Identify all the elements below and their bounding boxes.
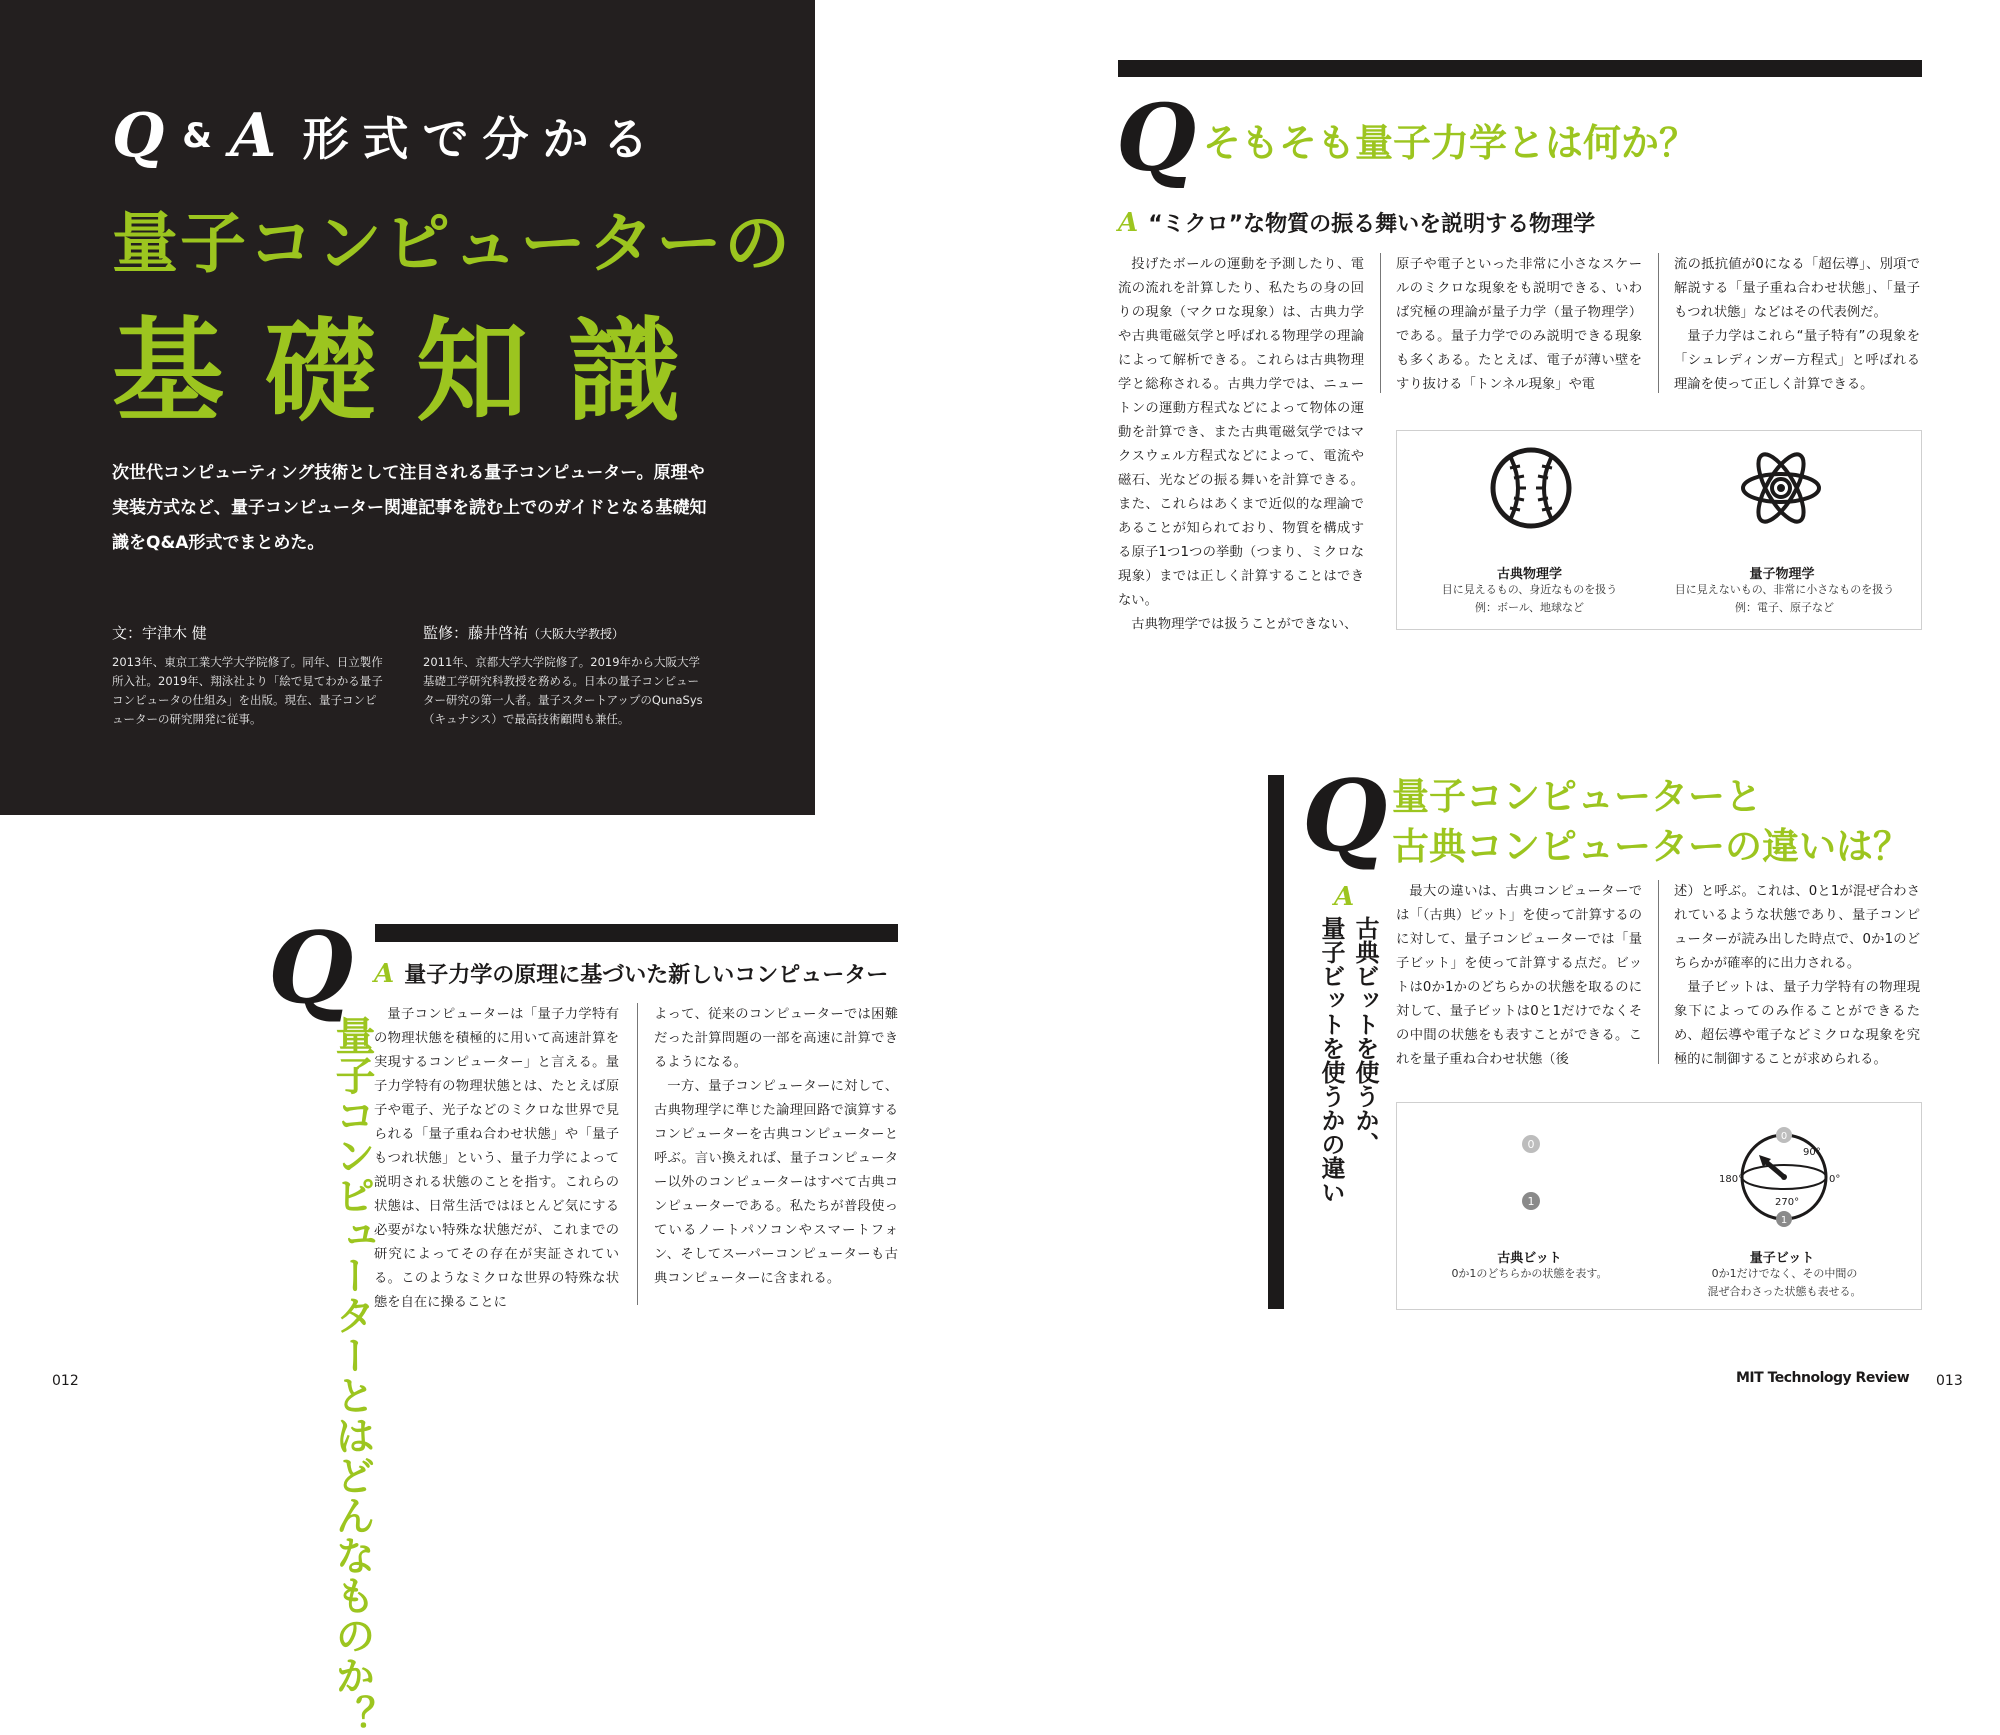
q3-col2-p2: 量子ビットは、量子力学特有の物理現象下によってのみ作ることができるため、超伝導や電子などミクロな現象を究極的に制御することが求められる。 <box>1674 980 1920 1067</box>
q1-answer-heading-wrap <box>374 958 888 989</box>
q3-side-bar <box>1268 775 1284 1309</box>
q2-top-bar <box>1118 60 1922 77</box>
supervisor-bio: 2011年、京都大学大学院修了。2019年から大阪大学基礎工学研究科教授を務める。日本の量子コンピューター研究の第一人者。量子スタートアップのQunaSys（キュナシス）で最高技術顧問も兼任。 <box>423 655 703 726</box>
q3-column-separator <box>1658 880 1659 1064</box>
q1-column-1 <box>374 1003 619 1315</box>
quantum-physics-desc1: 目に見えないもの、非常に小さなものを扱う <box>1674 583 1895 596</box>
hero-title-line2: 基礎知識 <box>112 307 720 437</box>
author-credit <box>112 622 387 729</box>
page-number-left: 012 <box>52 1373 79 1389</box>
q2-col1-p1: 投げたボールの運動を予測したり、電流の流れを計算したり、私たちの身の回りの現象（マクロな現象）は、古典力学や古典電磁気学と呼ばれる物理学の理論によって解析できる。これらは古典物理学と総称される。古典力学では、ニュートンの運動方程式などによって物体の運動を計算でき、また古典電磁気学ではマクスウェル方程式などによって、電流や磁石、光などの振る舞いを計算できる。また、これらはあくまで近似的な理論であることが知られており、物質を構成する原子1つ1つの挙動（つまり、ミクロな現象）までは正しく計算することはできない。 <box>1118 257 1364 608</box>
q3-figure-box <box>1396 1102 1922 1310</box>
quantum-physics-label: 量子物理学 <box>1749 567 1815 582</box>
brand-logo: MIT Technology Review <box>1736 1370 1910 1386</box>
quantum-physics-desc2: 例：電子、原子など <box>1735 601 1834 614</box>
q1-column-separator <box>637 1003 638 1305</box>
classical-physics-desc2: 例：ボール、地球など <box>1475 601 1584 614</box>
classical-bit-desc: 0か1のどちらかの状態を表す。 <box>1451 1267 1608 1280</box>
qubit-1-text: 1 <box>1780 1215 1788 1226</box>
classical-bit-figure <box>1509 1131 1553 1211</box>
hero-qa-line <box>112 101 663 171</box>
hero-q-mark: Q <box>112 101 165 171</box>
q3-column-2 <box>1674 880 1920 1072</box>
q2-answer-heading-wrap <box>1118 207 1595 238</box>
hero-a-mark: A <box>229 101 277 171</box>
author-label: 文：宇津木 健 <box>112 624 207 642</box>
baseball-icon <box>1489 446 1573 530</box>
author-bio: 2013年、東京工業大学大学院修了。同年、日立製作所入社。2019年、翔泳社より「絵で見てわかる量子コンピュータの仕組み」を出版。現在、量子コンピューターの研究開発に従事。 <box>112 655 383 726</box>
bit-1-text: 1 <box>1527 1195 1535 1208</box>
supervisor-credit <box>423 622 705 729</box>
angle-90-label: 90° <box>1803 1147 1821 1158</box>
q3-col2-p1: 述）と呼ぶ。これは、0と1が混ぜ合わされているような状態であり、量子コンピューターが読み出した時点で、0か1のどちらかが確率的に出力される。 <box>1674 884 1920 971</box>
q3-answer-heading-line1: 古典ビットを使うか、 <box>1351 916 1379 1156</box>
q1-top-bar <box>375 924 898 942</box>
q1-q-mark: Q <box>268 911 354 1026</box>
bloch-sphere-figure <box>1705 1119 1855 1239</box>
q1-answer-heading: 量子力学の原理に基づいた新しいコンピューター <box>404 963 889 988</box>
qubit-desc2: 混ぜ合わさった状態も表せる。 <box>1707 1285 1862 1298</box>
supervisor-label: 監修：藤井啓祐 <box>423 624 529 642</box>
q3-question-line2: 古典コンピューターの違いは？ <box>1392 825 1910 868</box>
q2-q-mark: Q <box>1116 84 1197 192</box>
q2-col2-text: 原子や電子といった非常に小さなスケールのミクロな現象をも説明できる、いわば究極の理論が量子力学（量子物理学）である。量子力学でのみ説明できる現象も多くある。たとえば、電子が薄い壁をすり抜ける「トンネル現象」や電 <box>1396 257 1642 392</box>
q2-col3-p2: 量子力学はこれら“量子特有”の現象を「シュレディンガー方程式」と呼ばれる理論を使って正しく計算できる。 <box>1674 329 1920 392</box>
classical-physics-label: 古典物理学 <box>1496 567 1562 582</box>
q2-column-separator-2 <box>1658 253 1659 393</box>
q3-answer-heading <box>1314 916 1382 1204</box>
q1-a-mark: A <box>374 959 395 989</box>
hero-title-line1: 量子コンピューターの <box>112 205 792 282</box>
q1-question: 量子コンピューターとはどんなものか？ <box>329 1015 375 1735</box>
q3-q-mark: Q <box>1302 759 1388 874</box>
hero-heading-small: 形式で分かる <box>302 112 663 166</box>
qubit-label: 量子ビット <box>1749 1251 1815 1266</box>
q2-col3-p1: 流の抵抗値が0になる「超伝導」、別項で解説する「量子重ね合わせ状態」、「量子もつれ状態」などはその代表例だ。 <box>1674 257 1920 320</box>
classical-bit-label: 古典ビット <box>1497 1251 1562 1266</box>
qubit-0-text: 0 <box>1780 1131 1788 1142</box>
q2-column-separator-1 <box>1380 253 1381 393</box>
q3-column-1 <box>1396 880 1642 1072</box>
q3-a-mark: A <box>1334 882 1355 912</box>
angle-270-label: 270° <box>1775 1197 1800 1208</box>
q2-a-mark: A <box>1118 208 1139 238</box>
q2-col1-p2: 古典物理学では扱うことができない、 <box>1131 617 1358 632</box>
q2-figure-box <box>1396 430 1922 630</box>
q3-question-line1: 量子コンピューターと <box>1392 775 1762 818</box>
hero-amp: & <box>182 116 212 156</box>
hero-lead: 次世代コンピューティング技術として注目される量子コンピューター。原理や実装方式など、量子コンピューター関連記事を読む上でのガイドとなる基礎知識をQ&A形式でまとめた。 <box>112 463 707 553</box>
q2-answer-heading: “ミクロ”な物質の振る舞いを説明する物理学 <box>1148 212 1596 237</box>
angle-180-label: 180° <box>1719 1174 1744 1185</box>
q1-col2-p1: よって、従来のコンピューターでは困難だった計算問題の一部を高速に計算できるようになる。 <box>654 1007 898 1070</box>
page-number-right: 013 <box>1936 1373 1963 1389</box>
bit-0-text: 0 <box>1527 1138 1535 1151</box>
angle-0-label: 0° <box>1829 1174 1841 1185</box>
q2-column-3 <box>1674 253 1920 397</box>
q2-question: そもそも量子力学とは何か？ <box>1203 121 1698 165</box>
classical-physics-desc1: 目に見えるもの、身近なものを扱う <box>1441 583 1618 596</box>
q3-question <box>1392 772 1910 872</box>
q1-col1-text: 量子コンピューターは「量子力学特有の物理状態を積極的に用いて高速計算を実現するコンピューター」と言える。量子力学特有の物理状態とは、たとえば原子や電子、光子などのミクロな世界で見られる「量子重ね合わせ状態」や「量子もつれ状態」という、量子力学によって説明される状態のことを指す。これらの状態は、日常生活ではほとんど気にする必要がない特殊な状態だが、これまでの研究によってその存在が実証されている。このようなミクロな世界の特殊な状態を自在に操ることに <box>374 1007 619 1310</box>
q2-column-2 <box>1396 253 1642 397</box>
supervisor-affiliation: （大阪大学教授） <box>528 627 625 641</box>
q3-col1-text: 最大の違いは、古典コンピューターでは「（古典）ビット」を使って計算するのに対して、量子コンピューターでは「量子ビット」を使って計算する点だ。ビットは0か1かのどちらかの状態を取るのに対して、量子ビットは0と1だけでなくその中間の状態をも表すことができる。これを量子重ね合わせ状態（後 <box>1396 884 1642 1067</box>
q1-column-2 <box>654 1003 898 1291</box>
supervisor-heading <box>423 622 705 643</box>
atom-icon <box>1739 446 1823 530</box>
qubit-desc1: 0か1だけでなく、その中間の <box>1711 1267 1858 1280</box>
q3-answer-heading-line2: 量子ビットを使うかの違い <box>1317 916 1345 1204</box>
q1-col2-p2: 一方、量子コンピューターに対して、古典物理学に準じた論理回路で演算するコンピューターを古典コンピューターと呼ぶ。言い換えれば、量子コンピューター以外のコンピューターはすべて古典コンピューターである。私たちが普段使っているノートパソコンやスマートフォン、そしてスーパーコンピューターも古典コンピューターに含まれる。 <box>654 1079 898 1286</box>
q2-column-1 <box>1118 253 1364 637</box>
